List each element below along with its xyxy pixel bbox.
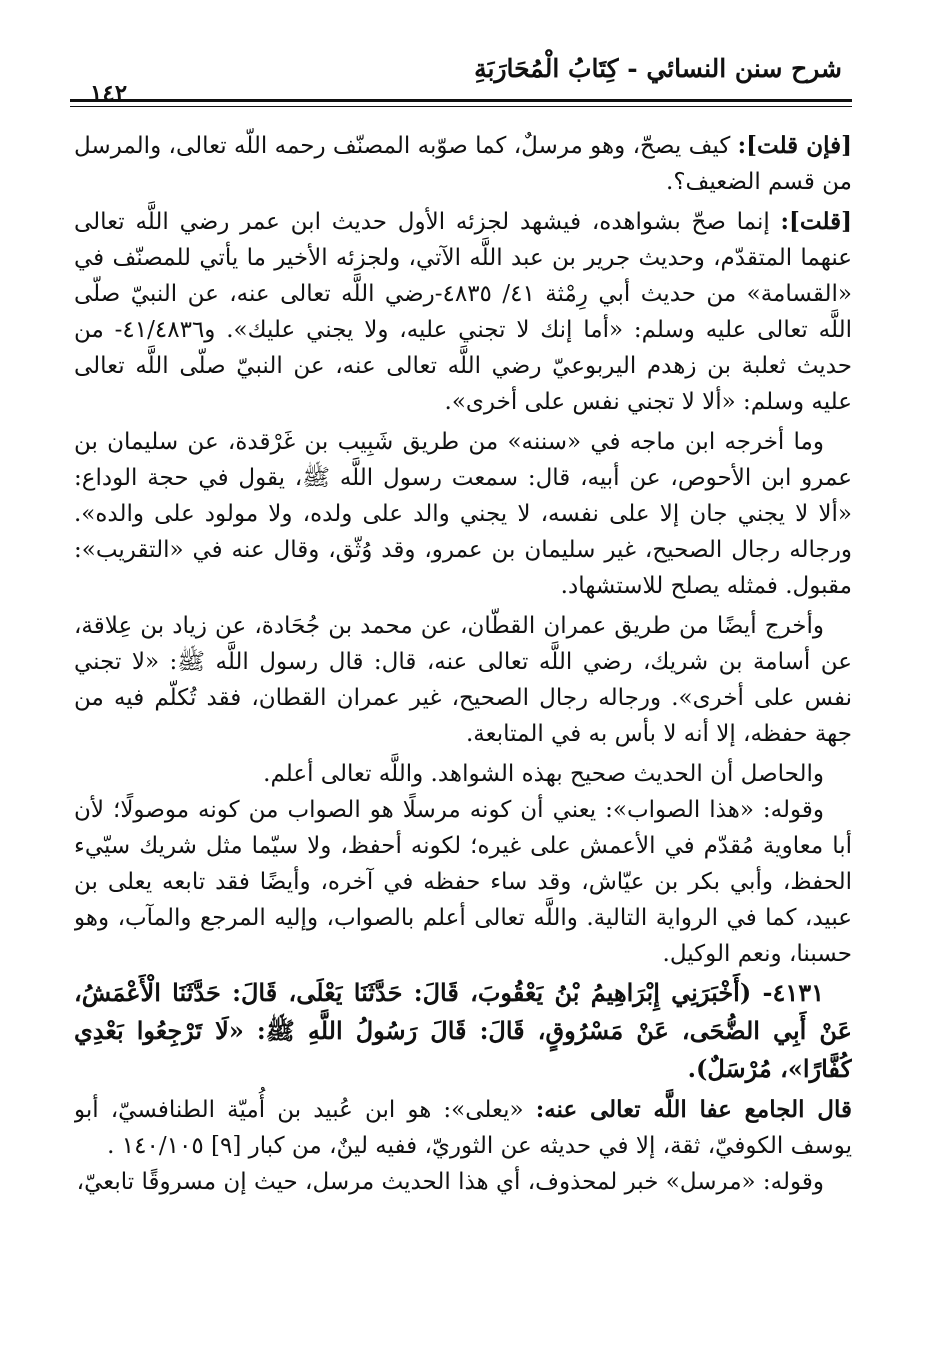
commentary-lead: قال الجامع عفا اللَّه تعالى عنه: (535, 1096, 852, 1123)
hadith-text: ٤١٣١- (أَخْبَرَنِي إِبْرَاهِيمُ بْنُ يَعْقُوبَ، قَالَ: حَدَّثَنَا يَعْلَى، قَالَ: حَدَّثَنَا الْأَعْمَشُ، عَنْ أَبِي الضُّحَى، عَنْ مَسْرُوقٍ، قَالَ: قَالَ رَسُولُ اللَّهِ ﷺ: «لَا تَرْجِعُوا بَعْدِي كُفَّارًا»، مُرْسَلٌ). (74, 978, 852, 1083)
paragraph-text: وأخرج أيضًا من طريق عمران القطّان، عن محمد بن جُحَادة، عن زياد بن عِلاقة، عن أسامة بن شريك، رضي اللَّه تعالى عنه، قال: قال رسول اللَّه ﷺ: «لا تجني نفس على أخرى». ورجاله رجال الصحيح، غير عمران القطان، فقد تُكلّم فيه من جهة حفظه، إلا أنه لا بأس به في المتابعة. (74, 613, 852, 747)
commentary-paragraph (74, 1164, 852, 1200)
paragraph-lead: [قلت]: (780, 208, 852, 235)
paragraph-text: والحاصل أن الحديث صحيح بهذه الشواهد. واللَّه تعالى أعلم. (263, 761, 824, 787)
page-number: ١٤٢ (90, 80, 128, 107)
commentary-text: وقوله: «مرسل» خبر لمحذوف، أي هذا الحديث مرسل، حيث إن مسروقًا تابعيّ، (76, 1169, 824, 1195)
paragraph (74, 204, 852, 420)
running-title: شرح سنن النسائي - كِتَابُ الْمُحَارَبَةِ (474, 54, 842, 83)
paragraph-text: إنما صحّ بشواهده، فيشهد لجزئه الأول حديث ابن عمر رضي اللَّه تعالى عنهما المتقدّم، وحديث جرير بن عبد اللَّه الآتي، ولجزئه الأخير ما يأتي للمصنّف في «القسامة» من حديث أبي رِمْثة ٤١/ ٤٨٣٥-رضي اللَّه تعالى عنه، عن النبيّ صلّى اللَّه تعالى عليه وسلم: «أما إنك لا تجني عليه، ولا يجني عليك». و٤١/٤٨٣٦- من حديث ثعلبة بن زهدم اليربوعيّ رضي اللَّه تعالى عنه، عن النبيّ صلّى اللَّه تعالى عليه وسلم: «ألا لا تجني نفس على أخرى». (74, 209, 852, 415)
commentary-text: «يعلى»: هو ابن عُبيد بن أُميّة الطنافسيّ، أبو يوسف الكوفيّ، ثقة، إلا في حديثه عن الثوريّ، ففيه لينٌ، من كبار [٩] ١٤٠/١٠٥ . (74, 1097, 852, 1159)
paragraph-text: كيف يصحّ، وهو مرسلٌ، كما صوّبه المصنّف رحمه اللَّه تعالى، والمرسل من قسم الضعيف؟. (74, 133, 852, 195)
page-body (74, 128, 852, 1332)
paragraph (74, 792, 852, 972)
paragraph (74, 128, 852, 200)
paragraph-text: وما أخرجه ابن ماجه في «سننه» من طريق شَبِيب بن غَرْقدة، عن سليمان بن عمرو ابن الأحوص، عن أبيه، قال: سمعت رسول اللَّه ﷺ، يقول في حجة الوداع: «ألا لا يجني جان إلا على نفسه، لا يجني والد على ولده، ولا مولود على والده». ورجاله رجال الصحيح، غير سليمان بن عمرو، وقد وُثّق، وقال عنه في «التقريب»: مقبول. فمثله يصلح للاستشهاد. (74, 429, 852, 599)
header-rule-thin (70, 106, 852, 107)
paragraph-text: وقوله: «هذا الصواب»: يعني أن كونه مرسلًا هو الصواب من كونه موصولًا؛ لأن أبا معاوية مُقدّم في الأعمش على غيره؛ لكونه أحفظ، ولا سيّما مثل شريك سيّيء الحفظ، وأبي بكر بن عيّاش، وقد ساء حفظه في آخره، وأيضًا فقد تابعه يعلى بن عبيد، كما في الرواية التالية. واللَّه تعالى أعلم بالصواب، وإليه المرجع والمآب، وهو حسبنا، ونعم الوكيل. (74, 797, 852, 967)
paragraph-lead: [فإن قلت]: (737, 132, 852, 159)
paragraph (74, 756, 852, 792)
commentary-paragraph (74, 1092, 852, 1164)
header-rule-thick (70, 99, 852, 102)
page-header (70, 52, 852, 107)
paragraph (74, 608, 852, 752)
paragraph (74, 424, 852, 604)
